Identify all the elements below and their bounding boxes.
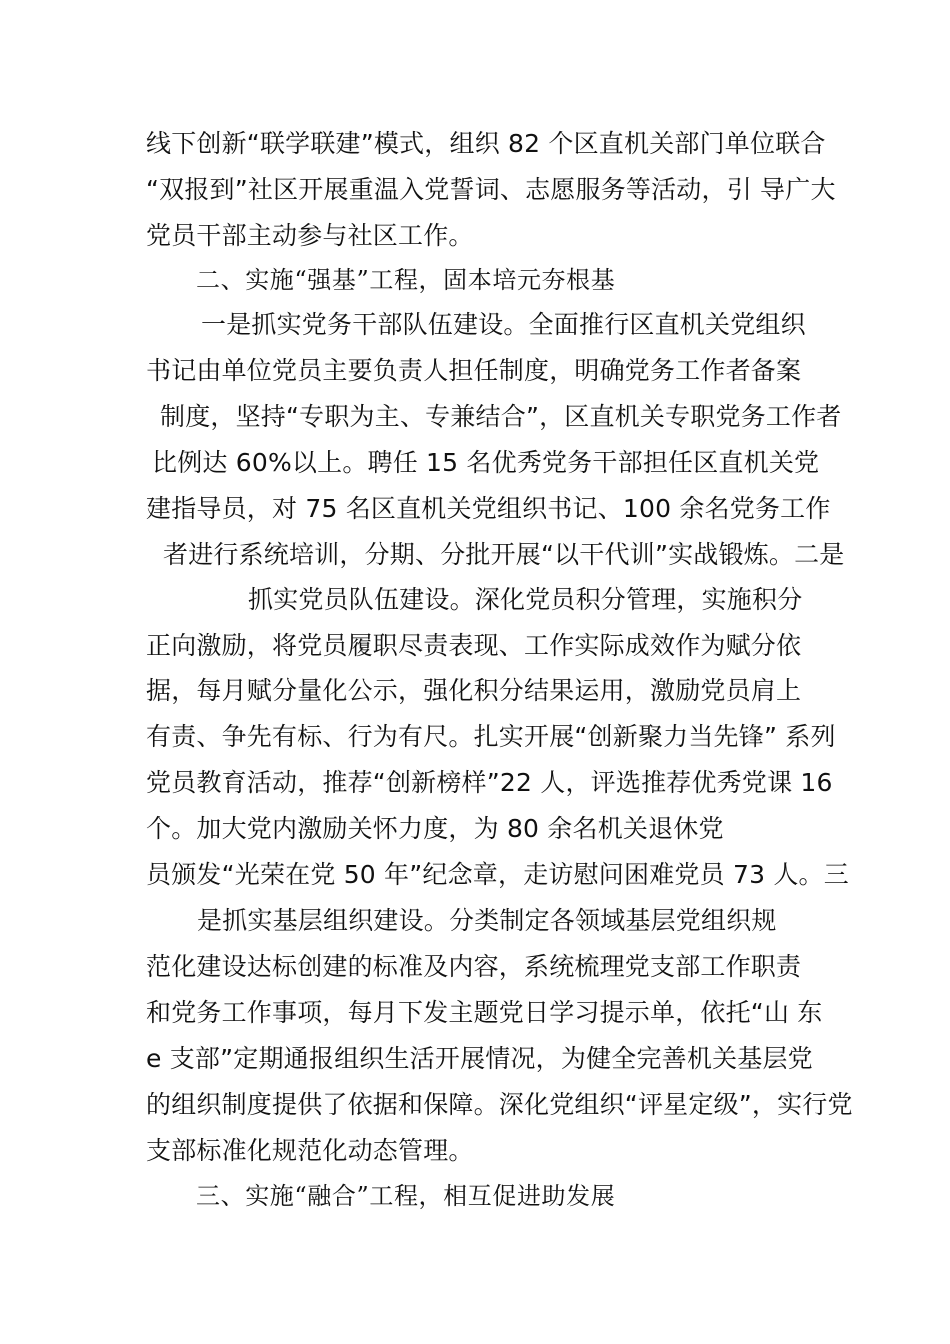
text-line-20: 和党务工作事项，每月下发主题党日学习提示单，依托“山 东 — [146, 998, 823, 1027]
text-line-16: 个。加大党内激励关怀力度，为 80 余名机关退休党 — [146, 814, 724, 843]
text-line-23: 支部标准化规范化动态管理。 — [146, 1136, 474, 1165]
text-line-19: 范化建设达标创建的标准及内容，系统梳理党支部工作职责 — [146, 952, 802, 981]
text-line-18: 是抓实基层组织建设。分类制定各领域基层党组织规 — [197, 906, 777, 935]
text-line-5: 一是抓实党务干部队伍建设。全面推行区直机关党组织 — [201, 310, 806, 339]
text-line-2: “双报到”社区开展重温入党誓词、志愿服务等活动，引 导广大 — [146, 175, 836, 204]
text-line-6: 书记由单位党员主要负责人担任制度，明确党务工作者备案 — [146, 356, 802, 385]
section-heading-2: 二、实施“强基”工程，固本培元夯根基 — [196, 266, 616, 294]
text-line-13: 据，每月赋分量化公示，强化积分结果运用，激励党员肩上 — [146, 676, 802, 705]
text-line-1: 线下创新“联学联建”模式，组织 82 个区直机关部门单位联合 — [146, 129, 826, 158]
text-line-7: 制度，坚持“专职为主、专兼结合”，区直机关专职党务工作者 — [160, 402, 842, 431]
text-line-3: 党员干部主动参与社区工作。 — [146, 221, 474, 250]
text-line-10: 者进行系统培训，分期、分批开展“以干代训”实战锻炼。二是 — [163, 540, 845, 569]
section-heading-3: 三、实施“融合”工程，相互促进助发展 — [196, 1182, 616, 1210]
text-line-21: e 支部”定期通报组织生活开展情况，为健全完善机关基层党 — [146, 1044, 813, 1073]
text-line-11: 抓实党员队伍建设。深化党员积分管理，实施积分 — [248, 585, 803, 614]
text-line-14: 有责、争先有标、行为有尺。扎实开展“创新聚力当先锋” 系列 — [146, 722, 836, 751]
text-line-15: 党员教育活动，推荐“创新榜样”22 人，评选推荐优秀党课 16 — [146, 768, 833, 797]
text-line-17: 员颁发“光荣在党 50 年”纪念章，走访慰问困难党员 73 人。三 — [146, 860, 849, 889]
text-line-22: 的组织制度提供了依据和保障。深化党组织“评星定级”，实行党 — [146, 1090, 853, 1119]
text-line-12: 正向激励，将党员履职尽责表现、工作实际成效作为赋分依 — [146, 631, 802, 660]
text-line-8: 比例达 60%以上。聘任 15 名优秀党务干部担任区直机关党 — [152, 448, 820, 477]
text-line-9: 建指导员，对 75 名区直机关党组织书记、100 余名党务工作 — [146, 494, 831, 523]
